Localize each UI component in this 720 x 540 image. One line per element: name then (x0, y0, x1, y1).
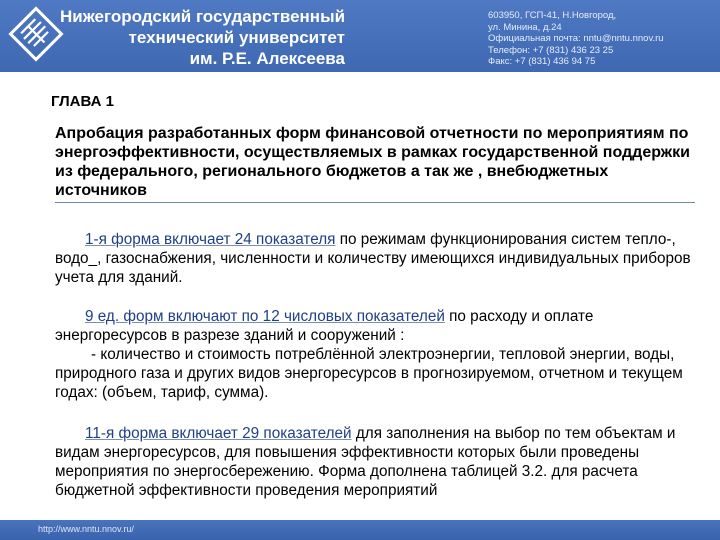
form-11-highlight: 11-я форма включает 29 показателей (85, 425, 352, 442)
university-name-line: технический университет (128, 28, 345, 47)
form-1-text: по режимам функционирования систем тепло-, водо_, газоснабжения, численности и количеству имеющихся индивидуальных приборов учета для зданий. (55, 231, 691, 286)
contact-address: 603950, ГСП-41, Н.Новгород, (488, 10, 617, 21)
section-subtitle: Апробация разработанных форм финансовой отчетности по мероприятиям по энергоэффективности, осуществляемых в рамках государственной поддержки из федерального, регионального бюджетов а так же , внебюджетных источников (55, 124, 695, 203)
form-11-text: для заполнения на выбор по тем объектам и видам энергоресурсов, для повышения эффективности которых были проведены мероприятия по энергосбережению. Форма дополнена таблицей 3.2. для расчета бюджетной эффективности проведения мероприятий (55, 425, 676, 499)
contact-phone: Телефон: +7 (831) 436 23 25 (488, 44, 614, 56)
paragraph-form-1 (55, 230, 695, 287)
university-name-line: Нижегородский государственный (60, 7, 346, 26)
paragraph-form-11 (55, 424, 695, 500)
chapter-heading: ГЛАВА 1 (51, 93, 114, 110)
contact-info (488, 10, 716, 68)
university-name-line: им. Р.Е. Алексеева (189, 49, 345, 68)
forms-9-highlight: 9 ед. форм включают по 12 числовых показателей (85, 308, 445, 325)
footer-website-link[interactable]: http://www.nntu.nnov.ru/ (38, 524, 134, 534)
university-logo-icon (6, 4, 66, 64)
paragraph-forms-9 (55, 307, 695, 402)
contact-street: ул. Минина, д.24 (488, 21, 562, 33)
university-name (60, 6, 345, 69)
forms-9-list-item: - количество и стоимость потреблённой электроэнергии, тепловой энергии, воды, природного газа и других видов энергоресурсов в прогнозируемом, отчетном и текущем годах: (объем, тариф, сумма). (55, 346, 683, 401)
header-bar (0, 0, 720, 72)
contact-fax: Факс: +7 (831) 436 94 75 (488, 56, 596, 67)
contact-email[interactable]: Официальная почта: nntu@nntu.nnov.ru (488, 33, 664, 44)
form-1-highlight: 1-я форма включает 24 показателя (85, 231, 336, 248)
forms-9-text: по расходу и оплате энергоресурсов в разрезе зданий и сооружений : (55, 308, 594, 344)
